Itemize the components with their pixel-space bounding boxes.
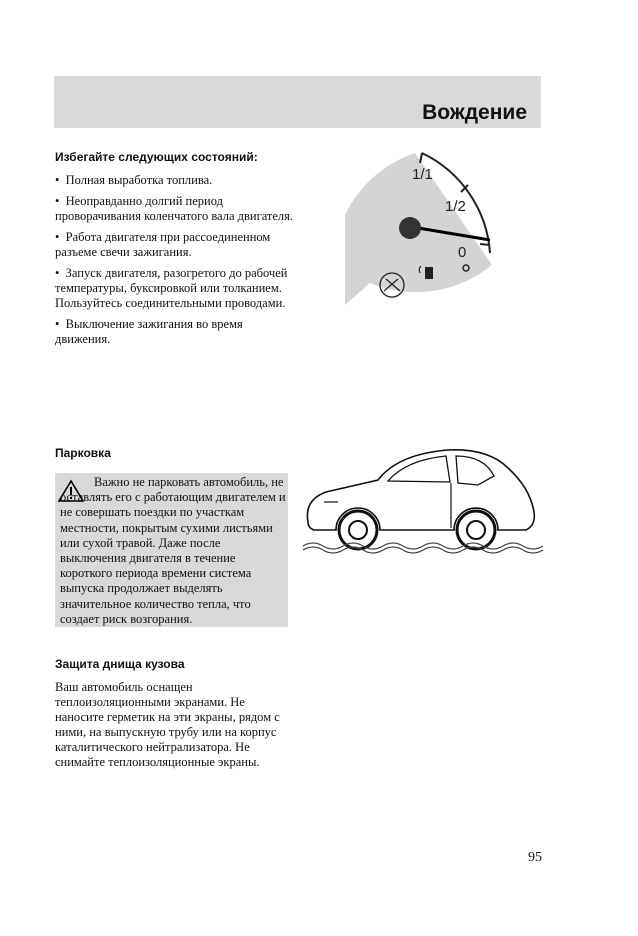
gauge-label-full: 1/1 — [412, 166, 433, 183]
gauge-label-half: 1/2 — [445, 198, 466, 215]
warning-box — [55, 473, 288, 627]
underbody-text: Ваш автомобиль оснащен теплоизоляционными экранами. Не наносите герметик на эти экраны, рядом с ними, на выпускную трубу или на корпус каталитического нейтрализатора. Не снимайте теплоизоляционные экраны. — [55, 680, 280, 769]
fuel-gauge-illustration — [340, 145, 500, 305]
underbody-heading: Защита днища кузова — [55, 657, 185, 671]
list-item: • Неоправданно долгий период проворачивания коленчатого вала двигателя. — [55, 194, 294, 223]
avoid-list — [55, 173, 295, 353]
list-item: • Выключение зажигания во время движения. — [55, 317, 243, 346]
avoid-heading: Избегайте следующих состояний: — [55, 150, 258, 164]
list-item: • Запуск двигателя, разогретого до рабочей температуры, буксировкой или толканием. Пользуйтесь соединительными проводами. — [55, 266, 288, 310]
list-item: • Полная выработка топлива. — [55, 173, 213, 187]
header-band — [54, 76, 541, 128]
gauge-label-empty: 0 — [458, 244, 467, 261]
parking-warning-text: Важно не парковать автомобиль, не оставлять его с работающим двигателем и не совершать поездки по участкам местности, покрытым сухими листьями или сухой травой. Даже после выключения двигателя в течение короткого периода времени система выпуска продолжает выделять значительное количество тепла, что создает риск возгорания. — [60, 475, 286, 626]
parking-heading: Парковка — [55, 446, 111, 460]
list-item: • Работа двигателя при рассоединенном разъеме свечи зажигания. — [55, 230, 271, 259]
car-illustration — [298, 440, 548, 555]
page-number: 95 — [528, 850, 542, 865]
section-title: Вождение — [422, 101, 527, 124]
